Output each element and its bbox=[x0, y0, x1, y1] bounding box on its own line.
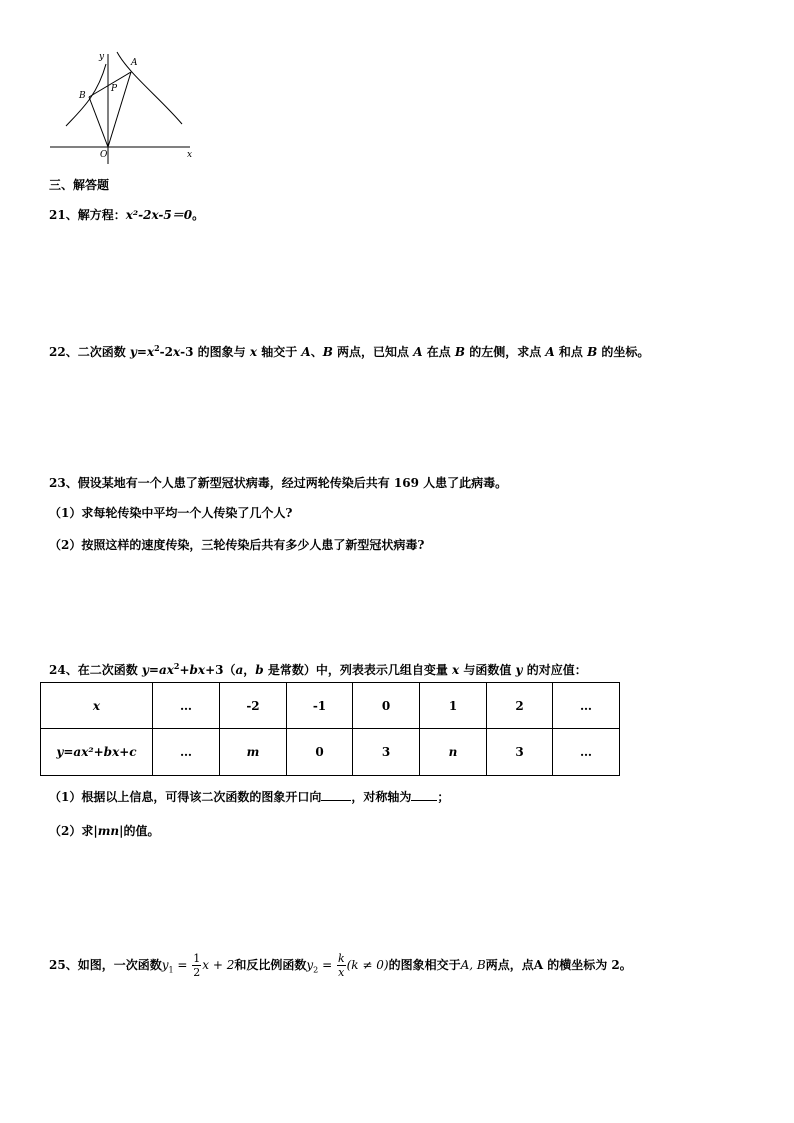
q21-end: 。 bbox=[192, 208, 205, 222]
table-row-y bbox=[41, 729, 620, 776]
linear-function bbox=[161, 952, 235, 979]
question-23-part1: （1）求每轮传染中平均一个人传染了几个人? bbox=[49, 506, 293, 520]
question-24-part2 bbox=[49, 822, 160, 839]
q24-exp: 2 bbox=[173, 661, 180, 671]
q24-p1-text: （1）根据以上信息，可得该二次函数的图象开口向 bbox=[49, 790, 322, 804]
label-p: P bbox=[111, 84, 118, 94]
table-cell: -2 bbox=[220, 683, 287, 729]
q24-text: 的对应值： bbox=[522, 663, 587, 677]
q24-p2-var: mn bbox=[97, 824, 120, 838]
question-23-part2: （2）按照这样的速度传染，三轮传染后共有多少人患了新型冠状病毒? bbox=[49, 538, 425, 552]
q22-point: A bbox=[545, 345, 555, 359]
q24-text: 是常数）中，列表表示几组自变量 bbox=[263, 663, 453, 677]
table-cell: … bbox=[553, 683, 620, 729]
q22-text: 轴交于 bbox=[257, 345, 302, 359]
question-24-part1 bbox=[49, 788, 449, 805]
q24-var: x bbox=[452, 663, 460, 677]
q22-point: A bbox=[301, 345, 311, 359]
q24-text: 在二次函数 bbox=[77, 663, 142, 677]
q24-p1-text: ，对称轴为 bbox=[351, 790, 412, 804]
q24-text: 与函数值 bbox=[459, 663, 516, 677]
q21-number: 21、 bbox=[49, 208, 78, 222]
q25-text: 两点，点A 的横坐标为 2。 bbox=[485, 958, 632, 972]
table-cell: 3 bbox=[353, 729, 420, 776]
q22-x: x bbox=[249, 345, 258, 359]
q25-number: 25、 bbox=[49, 958, 78, 972]
q22-text: 二次函数 bbox=[77, 345, 130, 359]
hyperbola-right-branch bbox=[117, 52, 182, 124]
table-cell: x bbox=[41, 683, 153, 729]
q24-p2-text: |的值。 bbox=[119, 824, 160, 838]
table-cell: … bbox=[553, 729, 620, 776]
q22-text: -2 bbox=[159, 345, 174, 359]
table-cell: n bbox=[420, 729, 487, 776]
q25-sub: 1 bbox=[168, 965, 174, 975]
q22-y: y bbox=[129, 345, 137, 359]
q22-text: 两点，已知点 bbox=[332, 345, 414, 359]
q22-point: B bbox=[454, 345, 466, 359]
q22-x: x bbox=[146, 345, 155, 359]
q25-op: = bbox=[173, 958, 192, 972]
q24-text: +3（ bbox=[205, 663, 236, 677]
q25-den: 2 bbox=[193, 966, 201, 979]
q22-text: 的左侧，求点 bbox=[465, 345, 546, 359]
table-cell: 2 bbox=[487, 683, 553, 729]
table-cell: … bbox=[153, 729, 220, 776]
q22-point: B bbox=[587, 345, 598, 359]
q25-term: x + 2 bbox=[202, 958, 235, 972]
question-25 bbox=[49, 950, 632, 980]
q22-text: -3 的图象与 bbox=[180, 345, 250, 359]
q22-point: B bbox=[322, 345, 333, 359]
fraction-k-over-x bbox=[337, 952, 346, 979]
table-cell: 0 bbox=[353, 683, 420, 729]
section-title: 三、解答题 bbox=[49, 178, 110, 192]
question-22 bbox=[49, 343, 649, 360]
question-24-stem bbox=[49, 661, 587, 678]
q25-text: 和反比例函数 bbox=[234, 958, 307, 972]
table-row-x bbox=[41, 683, 620, 729]
label-x: x bbox=[187, 150, 193, 160]
q24-p1-text: ； bbox=[437, 790, 450, 804]
hyperbola-left-branch bbox=[66, 64, 106, 126]
q22-text: 和点 bbox=[554, 345, 588, 359]
q22-text: 在点 bbox=[422, 345, 455, 359]
q25-text: 如图，一次函数 bbox=[77, 958, 162, 972]
q24-y: y bbox=[141, 663, 149, 677]
label-a: A bbox=[131, 58, 138, 68]
table-cell: 0 bbox=[287, 729, 353, 776]
q25-points: A, B bbox=[460, 958, 486, 972]
q25-condition: (k ≠ 0) bbox=[346, 958, 389, 972]
q25-num: 1 bbox=[193, 952, 201, 965]
q24-text: = bbox=[148, 663, 159, 677]
q22-number: 22、 bbox=[49, 345, 78, 359]
question-23-stem: 23、假设某地有一个人患了新型冠状病毒，经过两轮传染后共有 169 人患了此病毒。 bbox=[49, 476, 508, 490]
q24-var: a bbox=[235, 663, 244, 677]
label-y: y bbox=[99, 52, 105, 62]
q24-blank-2[interactable] bbox=[411, 790, 437, 801]
q24-p2-text: （2）求| bbox=[49, 824, 98, 838]
table-cell: -1 bbox=[287, 683, 353, 729]
question-21 bbox=[49, 206, 204, 223]
q24-var: b bbox=[255, 663, 264, 677]
q25-y: y bbox=[161, 958, 169, 972]
q22-text: 、 bbox=[310, 345, 323, 359]
q22-text: 的坐标。 bbox=[597, 345, 650, 359]
q25-num: k bbox=[337, 952, 345, 965]
label-b: B bbox=[79, 91, 86, 101]
label-o: O bbox=[100, 150, 108, 160]
q25-den: x bbox=[338, 966, 345, 979]
q25-op: = bbox=[318, 958, 336, 972]
function-graph-figure bbox=[45, 44, 205, 164]
table-cell: m bbox=[220, 729, 287, 776]
table-cell: y=ax²+bx+c bbox=[41, 729, 153, 776]
q22-point: A bbox=[413, 345, 423, 359]
q22-exp: 2 bbox=[154, 343, 160, 353]
table-cell: … bbox=[153, 683, 220, 729]
q25-sub: 2 bbox=[313, 965, 319, 975]
q25-text: 的图象相交于 bbox=[388, 958, 461, 972]
inverse-function bbox=[306, 952, 389, 979]
value-table bbox=[40, 682, 620, 776]
q24-text: + bbox=[179, 663, 190, 677]
table-cell: 3 bbox=[487, 729, 553, 776]
q21-prompt: 解方程： bbox=[77, 208, 126, 222]
q24-text: ， bbox=[243, 663, 256, 677]
q25-y: y bbox=[306, 958, 314, 972]
q24-term: ax bbox=[158, 663, 174, 677]
q22-x: x bbox=[173, 345, 181, 359]
q24-number: 24、 bbox=[49, 663, 78, 677]
q24-var: y bbox=[515, 663, 523, 677]
fraction-one-half bbox=[192, 952, 201, 979]
q24-term: bx bbox=[189, 663, 206, 677]
segment-ob bbox=[89, 97, 108, 147]
q21-equation: x²-2x-5＝0 bbox=[125, 208, 193, 222]
q22-text: = bbox=[136, 345, 147, 359]
table-cell: 1 bbox=[420, 683, 487, 729]
q24-blank-1[interactable] bbox=[321, 790, 351, 801]
